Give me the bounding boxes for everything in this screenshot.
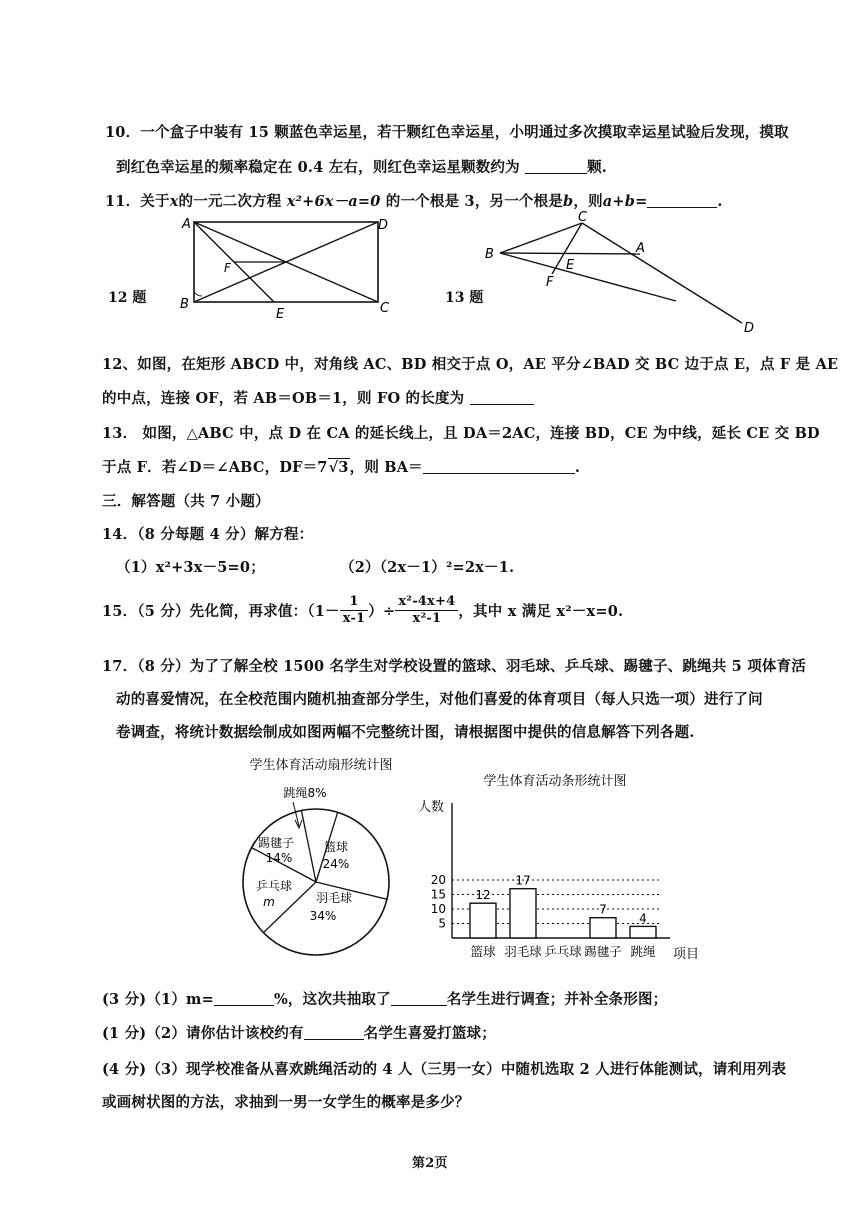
q17-part1 bbox=[102, 988, 667, 1009]
q12-line2 bbox=[102, 387, 534, 408]
fig13-label-c: C bbox=[578, 210, 588, 225]
fig12-label-d: D bbox=[378, 218, 389, 233]
q11-var-x: x bbox=[169, 193, 179, 210]
q17-p1-blank-n bbox=[391, 991, 447, 1006]
q11-answer-blank bbox=[647, 193, 717, 208]
q17-p2-a: （2）请你估计该校约有 bbox=[146, 1025, 304, 1042]
q15-f1-num: 1 bbox=[340, 594, 369, 611]
fig12-label-b: B bbox=[180, 297, 189, 312]
x-tick-3: 乒乓球 bbox=[544, 944, 582, 959]
x-tick-4: 踢毽子 bbox=[584, 944, 622, 959]
q12-answer-blank bbox=[470, 390, 534, 405]
q17-p2-score: (1 分) bbox=[102, 1025, 147, 1042]
fig13-label-d: D bbox=[744, 321, 755, 335]
q13-line2 bbox=[102, 456, 580, 477]
fig12-label-a: A bbox=[182, 217, 191, 232]
bar-bars bbox=[470, 874, 656, 959]
q11-post2: ，则 bbox=[573, 193, 603, 210]
pie-value-3: 34% bbox=[309, 909, 337, 923]
section-heading: 三．解答题（共 7 小题） bbox=[102, 493, 270, 510]
page-number: 第2页 bbox=[412, 1156, 448, 1171]
q17-part2 bbox=[102, 1022, 496, 1043]
fig13-label-e: E bbox=[566, 258, 575, 273]
y-tick-20: 20 bbox=[430, 873, 446, 887]
bar-4 bbox=[590, 918, 616, 938]
y-tick-10: 10 bbox=[430, 902, 446, 916]
pie-value-4: m bbox=[263, 895, 275, 909]
fig12-label-e: E bbox=[276, 307, 285, 322]
q15-line bbox=[102, 590, 623, 630]
pie-title: 学生体育活动扇形统计图 bbox=[249, 758, 393, 773]
segment-ba bbox=[500, 253, 640, 254]
q17-p2-blank bbox=[304, 1025, 364, 1040]
fig13-caption: 13 题 bbox=[445, 290, 484, 306]
q17-p1-b: %，这次共抽取了 bbox=[273, 991, 391, 1008]
q15-pre: 15．（5 分）先化简，再求值：（1－ bbox=[102, 602, 340, 620]
fig12-label-c: C bbox=[380, 301, 390, 316]
q11-pre: 11．关于 bbox=[105, 193, 170, 210]
y-tick-15: 15 bbox=[430, 887, 446, 902]
q11-post: 的一个根是 3，另一个根是 bbox=[385, 193, 564, 210]
q17-line3: 卷调查，将统计数据绘制成如图两幅不完整统计图，请根据图中提供的信息解答下列各题. bbox=[116, 724, 695, 741]
pie-label-3: 羽毛球 bbox=[315, 891, 353, 905]
data-label-1: 12 bbox=[475, 888, 491, 903]
pie-label-1: 跳绳8% bbox=[283, 786, 327, 800]
q14-part2: （2）（2x－1）²=2x－1. bbox=[340, 559, 515, 576]
q10-answer-blank bbox=[525, 159, 587, 174]
q10-line2 bbox=[116, 156, 607, 177]
q17-p1-a: （1）m= bbox=[146, 991, 214, 1008]
pie-label-2: 篮球 bbox=[323, 840, 349, 854]
q13-sqrt: √3 bbox=[328, 459, 349, 476]
q11-sum: a+b= bbox=[602, 193, 648, 210]
angle-mark bbox=[194, 292, 202, 296]
q12-text: 的中点，连接 OF，若 AB＝OB＝1，则 FO 的长度为 bbox=[102, 390, 465, 407]
fig13-label-f: F bbox=[546, 275, 554, 290]
q13-end: . bbox=[574, 459, 581, 476]
q17-p1-c: 名学生进行调查；并补全条形图； bbox=[446, 991, 668, 1008]
fig13-label-a: A bbox=[636, 241, 645, 256]
q17-p1-score: (3 分) bbox=[102, 991, 147, 1008]
q13-line1: 13． 如图，△ABC 中，点 D 在 CA 的延长线上，且 DA＝2AC，连接 BD，CE 为中线，延长 CE 交 BD bbox=[102, 425, 820, 442]
segment-cd bbox=[582, 223, 742, 323]
bar-title: 学生体育活动条形统计图 bbox=[483, 774, 627, 789]
bar-chart bbox=[410, 765, 710, 970]
q17-p1-blank-m bbox=[214, 991, 274, 1006]
q15-fraction-1 bbox=[340, 594, 369, 627]
x-tick-2: 羽毛球 bbox=[504, 944, 542, 959]
q17-p2-b: 名学生喜爱打篮球； bbox=[363, 1025, 496, 1042]
q15-f2-num: x²-4x+4 bbox=[395, 594, 458, 611]
figure-13 bbox=[480, 210, 760, 335]
q17-line1: 17．（8 分）为了了解全校 1500 名学生对学校设置的篮球、羽毛球、乒乓球、踢毽子、跳绳共 5 项体育活 bbox=[102, 658, 806, 675]
bar-xlabel: 项目 bbox=[673, 947, 700, 962]
bar-2 bbox=[510, 889, 536, 938]
pie-value-2: 24% bbox=[322, 857, 350, 871]
pie-slice-1 bbox=[301, 810, 316, 882]
q13-post: ，则 BA＝ bbox=[349, 459, 423, 476]
q15-post: ，其中 x 满足 x²－x=0. bbox=[458, 602, 624, 620]
segment-bd bbox=[500, 253, 676, 301]
q17-p3-a: （3）现学校准备从喜欢跳绳活动的 4 人（三男一女）中随机选取 2 人进行体能测试，请利用列表 bbox=[146, 1061, 787, 1078]
q15-f2-den: x²-1 bbox=[412, 610, 442, 626]
data-label-2: 17 bbox=[515, 873, 531, 888]
data-label-4: 7 bbox=[599, 902, 607, 917]
q11-line bbox=[105, 190, 723, 211]
q10-text: 到红色幸运星的频率稳定在 0.4 左右，则红色幸运星颗数约为 bbox=[116, 159, 520, 176]
data-label-5: 4 bbox=[639, 911, 647, 926]
q17-p3-score: (4 分) bbox=[102, 1061, 147, 1078]
figure-12 bbox=[170, 212, 400, 324]
q14-part1: （1）x²+3x－5=0； bbox=[116, 559, 265, 576]
q13-sqrt-arg: 3 bbox=[338, 459, 349, 476]
q17-part3 bbox=[102, 1058, 786, 1079]
y-tick-5: 5 bbox=[438, 916, 446, 931]
x-tick-5: 跳绳 bbox=[630, 944, 656, 959]
q11-mid: 的一元二次方程 bbox=[178, 193, 282, 210]
pie-chart bbox=[225, 750, 415, 975]
fig12-caption: 12 题 bbox=[108, 290, 147, 306]
q17-part3-line2: 或画树状图的方法，求抽到一男一女学生的概率是多少？ bbox=[102, 1094, 470, 1111]
pie-value-5: 14% bbox=[265, 851, 293, 865]
pie-labels bbox=[256, 785, 352, 923]
q13-answer-blank bbox=[423, 459, 575, 474]
q11-end: . bbox=[717, 193, 723, 210]
q10-suffix: 颗. bbox=[587, 159, 608, 176]
q13-pre: 于点 F．若∠D＝∠ABC，DF＝7 bbox=[102, 459, 328, 476]
pie-label-4: 乒乓球 bbox=[255, 879, 293, 893]
fig13-label-b: B bbox=[485, 247, 494, 262]
pie-label-5: 踢毽子 bbox=[257, 836, 295, 850]
fig12-label-f: F bbox=[224, 261, 231, 275]
segment-bc bbox=[500, 223, 582, 253]
q11-var-b: b bbox=[563, 193, 574, 210]
bar-axes bbox=[431, 803, 670, 938]
q14-title: 14．（8 分每题 4 分）解方程： bbox=[102, 526, 314, 543]
q12-line1: 12、如图，在矩形 ABCD 中，对角线 AC、BD 相交于点 O，AE 平分∠BAD 交 BC 边于点 E，点 F 是 AE bbox=[102, 356, 839, 373]
q11-equation: x²+6x－a=0 bbox=[286, 193, 381, 210]
bar-5 bbox=[630, 926, 656, 938]
q15-mid: ）÷ bbox=[368, 602, 396, 620]
q15-f1-den: x-1 bbox=[342, 610, 366, 626]
bar-ylabel: 人数 bbox=[418, 800, 445, 815]
q10-line1: 10．一个盒子中装有 15 颗蓝色幸运星，若干颗红色幸运星，小明通过多次摸取幸运星试验后发现，摸取 bbox=[105, 124, 789, 141]
bar-1 bbox=[470, 903, 496, 938]
x-tick-1: 篮球 bbox=[470, 944, 496, 959]
q15-fraction-2 bbox=[395, 594, 458, 627]
q17-line2: 动的喜爱情况，在全校范围内随机抽查部分学生，对他们喜爱的体育项目（每人只选一项）进行了问 bbox=[116, 691, 763, 708]
